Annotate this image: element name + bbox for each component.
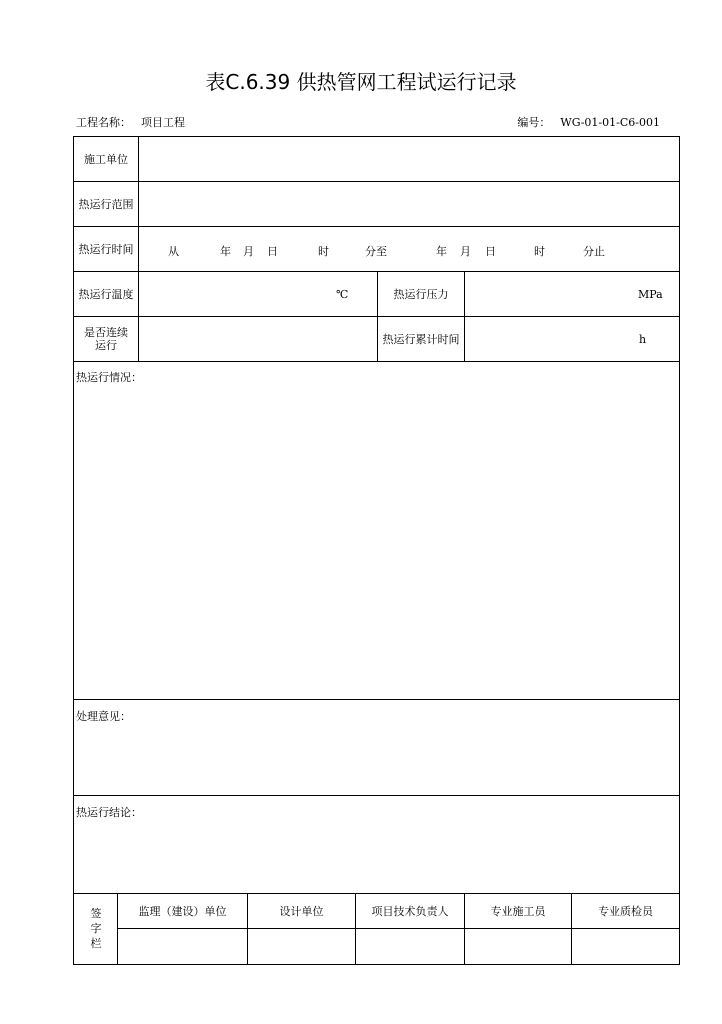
hot-run-scope-label: 热运行范围 [78, 198, 134, 211]
time-year-2: 年 [436, 245, 447, 258]
signature-label: 签字栏 [90, 907, 102, 950]
project-name-row [76, 114, 185, 130]
hot-run-time-label: 热运行时间 [78, 243, 134, 256]
pressure-unit: MPa [638, 288, 663, 301]
project-name-value: 项目工程 [141, 116, 185, 129]
row-divider [74, 226, 679, 227]
time-day-1: 日 [267, 245, 278, 258]
time-month-2: 月 [460, 245, 471, 258]
handling-opinion-field[interactable] [74, 723, 679, 795]
document-number-label: 编号： [517, 116, 551, 129]
hot-run-temperature-label: 热运行温度 [78, 288, 134, 301]
time-month-1: 月 [243, 245, 254, 258]
time-day-2: 日 [485, 245, 496, 258]
continuous-run-label: 是否连续运行 [84, 326, 128, 352]
trial-run-record-table [73, 136, 680, 965]
time-year-1: 年 [220, 245, 231, 258]
signature-column-supervision: 监理（建设）单位 [138, 905, 227, 918]
handling-opinion-label: 处理意见： [76, 710, 131, 723]
construction-unit-label: 施工单位 [84, 153, 128, 166]
document-number-row [517, 114, 660, 130]
run-conclusion-label: 热运行结论： [76, 806, 142, 819]
signature-field-tech-lead[interactable] [356, 929, 464, 964]
temperature-unit: ℃ [336, 288, 349, 301]
run-conclusion-field[interactable] [74, 819, 679, 893]
cumulative-time-field[interactable] [465, 317, 679, 361]
continuous-run-field[interactable] [139, 317, 377, 361]
time-minute-end: 分止 [583, 245, 605, 258]
document-number-value: WG-01-01-C6-001 [560, 116, 660, 129]
signature-field-inspector[interactable] [572, 929, 679, 964]
row-divider [74, 361, 679, 362]
hours-unit: h [639, 333, 647, 346]
signature-field-supervision[interactable] [118, 929, 247, 964]
page-title: 表C.6.39 供热管网工程试运行记录 [205, 70, 517, 94]
signature-column-tech-lead: 项目技术负责人 [371, 905, 449, 918]
signature-field-constructor[interactable] [465, 929, 571, 964]
signature-column-design: 设计单位 [279, 905, 324, 918]
cumulative-time-label: 热运行累计时间 [382, 333, 460, 346]
time-hour-1: 时 [318, 245, 329, 258]
time-from: 从 [168, 245, 179, 258]
run-situation-label: 热运行情况： [76, 371, 142, 384]
row-divider [74, 699, 679, 700]
time-hour-2: 时 [534, 245, 545, 258]
construction-unit-field[interactable] [139, 137, 679, 181]
signature-column-inspector: 专业质检员 [598, 905, 653, 918]
time-minute-to: 分至 [365, 245, 387, 258]
run-situation-field[interactable] [74, 383, 679, 699]
signature-column-constructor: 专业施工员 [490, 905, 546, 918]
project-name-label: 工程名称： [76, 116, 131, 129]
hot-run-scope-field[interactable] [139, 182, 679, 226]
row-divider [74, 795, 679, 796]
run-pressure-label: 热运行压力 [393, 288, 449, 301]
signature-field-design[interactable] [248, 929, 355, 964]
